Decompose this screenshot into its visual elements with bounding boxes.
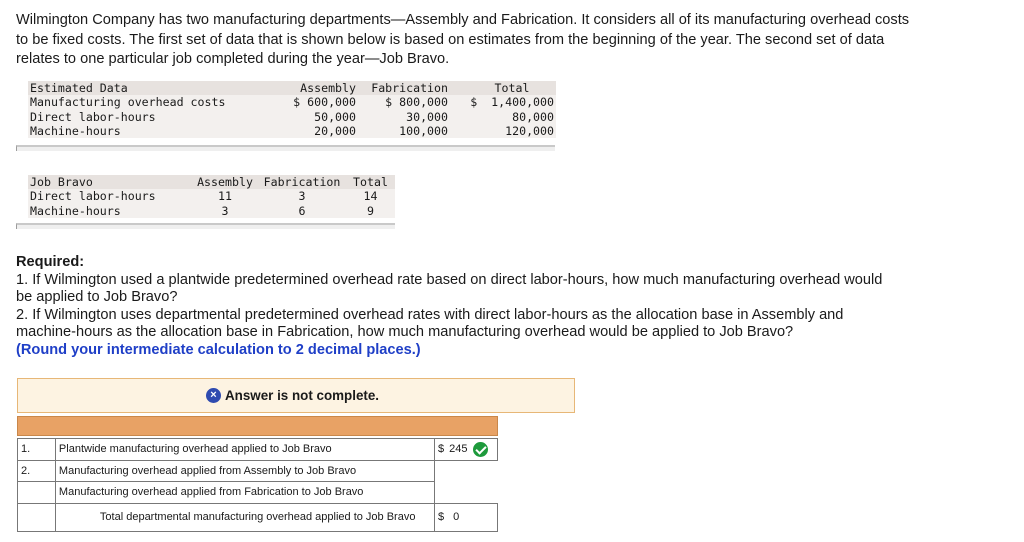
estimated-data-table	[28, 81, 556, 138]
column-header: Assembly	[300, 81, 356, 95]
table-row	[28, 124, 556, 138]
table-row	[28, 189, 395, 203]
answer-value: 0	[453, 511, 460, 523]
question-2: 2. If Wilmington uses departmental predetermined overhead rates with direct labor-hours as the allocation base in Assembly and machine-hours as the allocation base in Fabrication, how much manufacturing overhead would be applied to Job Bravo?	[16, 306, 844, 340]
job-bravo-table	[28, 175, 395, 218]
table-cell: Machine-hours	[30, 203, 121, 218]
table-row	[18, 503, 498, 531]
row-number	[18, 482, 56, 504]
table-cell: 6	[298, 203, 306, 218]
table-row	[28, 95, 556, 109]
answer-table	[17, 438, 498, 532]
table-cell: 9	[367, 203, 374, 218]
answer-value: 245	[449, 443, 468, 456]
table-cell: Manufacturing overhead costs	[30, 95, 226, 110]
column-header: Total	[494, 81, 530, 95]
column-header: Estimated Data	[30, 81, 128, 95]
column-header: Fabrication	[263, 175, 341, 189]
answer-table-header	[17, 416, 498, 436]
answer-status-text: Answer is not complete.	[225, 388, 380, 403]
table-cell: 120,000	[505, 123, 554, 138]
question-1: 1. If Wilmington used a plantwide predetermined overhead rate based on direct labor-hours, how much manufacturing overhead would be applied to Job Bravo?	[16, 271, 883, 305]
table-cell: 30,000	[406, 109, 448, 124]
row-number	[18, 503, 56, 531]
table-scrollbar[interactable]	[16, 145, 555, 151]
row-description: Manufacturing overhead applied from Assembly to Job Bravo	[55, 460, 434, 482]
table-row	[18, 439, 498, 461]
currency-symbol: $	[438, 443, 445, 456]
answer-input-total[interactable]	[435, 503, 498, 531]
answer-input-plantwide[interactable]	[435, 439, 498, 461]
row-description: Plantwide manufacturing overhead applied to Job Bravo	[55, 439, 434, 461]
table-cell: Direct labor-hours	[30, 109, 156, 124]
table-header-row	[28, 81, 556, 95]
required-heading: Required:	[16, 254, 85, 270]
column-header: Assembly	[197, 175, 253, 189]
answer-status-banner	[17, 378, 575, 413]
row-number: 2.	[18, 460, 56, 482]
table-cell: 50,000	[314, 109, 356, 124]
table-cell: $ 800,000	[385, 95, 448, 110]
table-cell: $ 600,000	[293, 95, 356, 110]
table-cell: 100,000	[399, 123, 448, 138]
table-row	[28, 204, 395, 218]
row-description: Total departmental manufacturing overhead applied to Job Bravo	[55, 503, 434, 531]
table-cell: 80,000	[512, 109, 554, 124]
currency-symbol: $	[438, 511, 445, 523]
table-header-row	[28, 175, 395, 189]
rounding-hint: (Round your intermediate calculation to 2 decimal places.)	[16, 341, 421, 358]
required-section	[16, 254, 896, 359]
row-description: Manufacturing overhead applied from Fabrication to Job Bravo	[55, 482, 434, 504]
table-scrollbar[interactable]	[16, 223, 395, 229]
table-cell: Direct labor-hours	[30, 189, 156, 204]
problem-intro: Wilmington Company has two manufacturing departments—Assembly and Fabrication. It considers all of its manufacturing overhead costs to be fixed costs. The first set of data that is shown below is based on estimates from the beginning of the year. The second set of data relates to one particular job completed during the year—Job Bravo.	[16, 12, 910, 67]
table-cell: Machine-hours	[30, 123, 121, 138]
table-cell: 20,000	[314, 123, 356, 138]
answer-input-fabrication[interactable]	[435, 482, 498, 504]
table-cell: $ 1,400,000	[470, 95, 554, 110]
column-header: Job Bravo	[30, 175, 93, 189]
check-circle-icon	[473, 442, 488, 457]
row-number: 1.	[18, 439, 56, 461]
table-cell: 3	[298, 189, 306, 204]
column-header: Total	[353, 175, 388, 189]
x-circle-icon: ×	[206, 388, 221, 403]
table-cell: 3	[221, 203, 229, 218]
table-cell: 14	[363, 189, 378, 204]
table-row	[18, 460, 498, 482]
table-row	[28, 110, 556, 124]
answer-input-assembly[interactable]	[435, 460, 498, 482]
column-header: Fabrication	[371, 81, 448, 95]
table-cell: 11	[218, 189, 232, 204]
table-row	[18, 482, 498, 504]
